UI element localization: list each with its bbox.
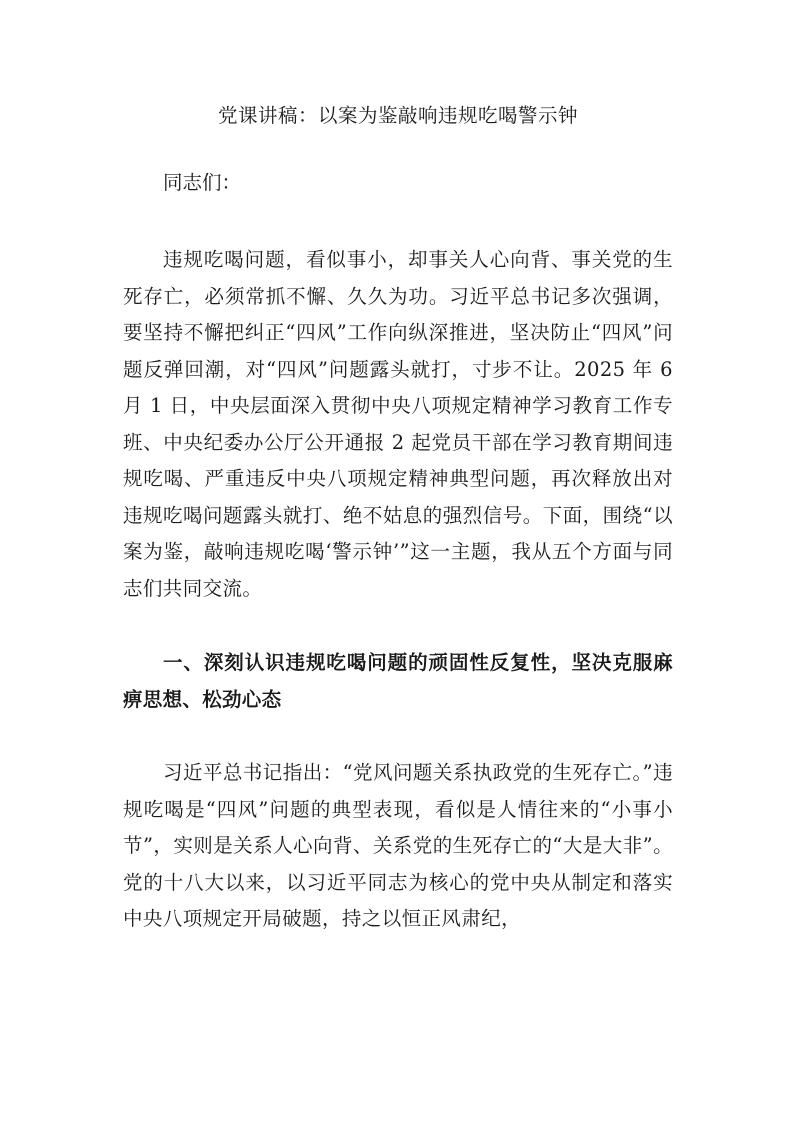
document-title: 党课讲稿：以案为鉴敲响违规吃喝警示钟 (217, 104, 578, 127)
section-heading-1: 一、深刻认识违规吃喝问题的顽固性反复性，坚决克服麻痹思想、松劲心态 (123, 651, 673, 711)
section-1-paragraph: 习近平总书记指出：“党风问题关系执政党的生死存亡。”违规吃喝是“四风”问题的典型表现，看似是人情往来的“小事小节”，实则是关系人心向背、关系党的生死存亡的“大是大非”。党的十八大以来，以习近平同志为核心的党中央从制定和落实中央八项规定开局破题，持之以恒正风肃纪， (123, 761, 673, 930)
salutation: 同志们： (163, 171, 242, 194)
intro-paragraph: 违规吃喝问题，看似事小，却事关人心向背、事关党的生死存亡，必须常抓不懈、久久为功。习近平总书记多次强调，要坚持不懈把纠正“四风”工作向纵深推进，坚决防止“四风”问题反弹回潮，对“四风”问题露头就打，寸步不让。2025 年 6 月 1 日，中央层面深入贯彻中央八项规定精神学习教育工作专班、中央纪委办公厅公开通报 2 起党员干部在学习教育期间违规吃喝、严重违反中央八项规定精神典型问题，再次释放出对违规吃喝问题露头就打、绝不姑息的强烈信号。下面，围绕“以案为鉴，敲响违规吃喝‘警示钟’”这一主题，我从五个方面与同志们共同交流。 (123, 248, 673, 600)
